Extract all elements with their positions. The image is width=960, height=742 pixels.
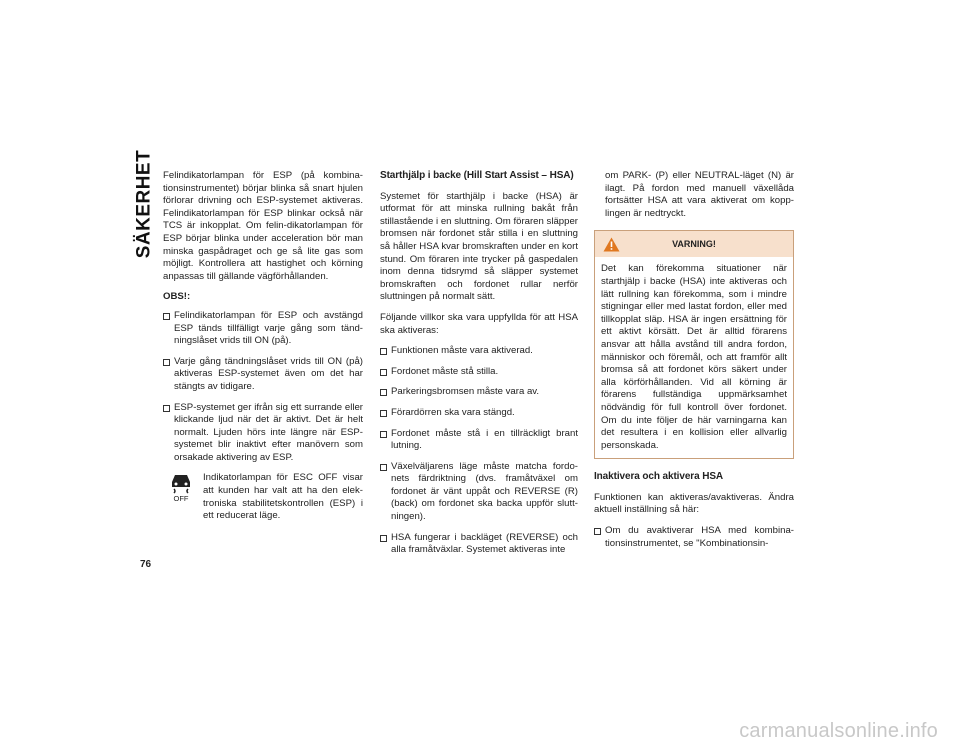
page-number: 76 (140, 559, 152, 570)
column-2 (380, 170, 578, 565)
svg-text:OFF: OFF (173, 494, 189, 503)
hsa-heading: Starthjälp i backe (Hill Start Assist – HSA) (380, 170, 574, 181)
warning-text: Det kan förekomma situationer när starthjälp i backe (HSA) inte aktiveras och lätt rullning kan förekomma, som i mindre stigningar eller med lastat fordon, eller med tillkopplat släp. HSA är ingen ersättning för ett aktivt körsätt. Det är alltid förarens ansvar att hålla avstånd till andra fordon, människor och föremål, och att framför allt bromsa så att fordonet körs säkert under alla körförhållanden. Vid all körning är förarens fullständiga uppmärksamhet nödvändig för full kontroll över fordonet. Om du inte följer de här varningarna kan det resultera i en kollision eller allvarlig personskada. (601, 263, 787, 451)
deactivate-hsa-paragraph: Funktionen kan aktiveras/avaktiveras. Ändra aktuell inställning så här: (594, 491, 794, 516)
obs-label: OBS!: (163, 291, 191, 303)
obs-bullet-list (163, 310, 363, 465)
list-item: Fordonet måste stå i en tillräckligt brant lutning. (380, 428, 578, 453)
warning-box (594, 230, 794, 459)
deactivate-hsa-heading: Inaktivera och aktivera HSA (594, 471, 724, 483)
warning-header (595, 231, 793, 257)
list-item: ESP-systemet ger ifrån sig ett surrande eller klickande ljud när det är aktivt. Det är helt normalt. Ljuden hörs inte längre när ESP-systemet blir inaktivt efter manövern som orsakade aktivering av ESP. (163, 402, 363, 465)
hsa-description: Systemet för starthjälp i backe (HSA) är utformat för att minska rullning bakåt från stillastående i en sluttning. Om föraren släpper bromsen när fordonet står stilla i en sluttning så håller HSA kvar bromskraften under en kort stund. Om föraren inte trycker på gaspedalen inom denna tidsrymd så släpper systemet bromskraften och fordonet rullar nerför sluttningen på normalt sätt. (380, 190, 578, 303)
list-item: Växelväljarens läge måste matcha fordo-nets färdriktning (dvs. framåtväxel om fordonet är vänt uppåt och REVERSE (R) (back) om fordonet ska backa uppför slutt-ningen). (380, 461, 578, 524)
footer-watermark: carmanualsonline.info (739, 720, 938, 742)
warning-triangle-icon (603, 237, 620, 252)
esc-off-note (163, 472, 363, 522)
section-tab (133, 149, 155, 263)
list-item: Parkeringsbromsen måste vara av. (380, 386, 578, 399)
esc-off-icon (167, 472, 195, 502)
hsa-continuation: om PARK- (P) eller NEUTRAL-läget (N) är ilagt. På fordon med manuell växellåda fortsätter HSA att vara aktiverat om kopp-lingen är nedtryckt. (605, 170, 794, 219)
column-1 (163, 170, 363, 523)
list-item: HSA fungerar i backläget (REVERSE) och alla framåtväxlar. Systemet aktiveras inte (380, 532, 578, 557)
esp-intro-paragraph: Felindikatorlampan för ESP (på kombina-tionsinstrumentet) börjar blinka så snart hjulen förlorar drivning och ESP-systemet aktiveras. Felindikatorlampan för ESP blinkar också när TCS är inkopplat. Om felin-dikatorlampan för ESP börjar blinka under acceleration bör man minska gaspådraget och ge så lite gas som möjligt. Kontrollera att hastighet och körning anpassas till gällande vägförhållanden. (163, 170, 363, 282)
hsa-conditions-intro: Följande villkor ska vara uppfyllda för att HSA ska aktiveras: (380, 311, 578, 336)
warning-title: VARNING! (672, 239, 716, 250)
list-item: Förardörren ska vara stängd. (380, 407, 578, 420)
esc-off-text: Indikatorlampan för ESC OFF visar att kunden har valt att ha den elek-troniska stabilitetskontrollen (ESP) i ett reducerat läge. (203, 472, 363, 522)
hsa-conditions-list (380, 345, 578, 557)
section-tab-label: SÄKERHET (133, 149, 155, 259)
list-item: Funktionen måste vara aktiverad. (380, 345, 578, 358)
list-item: Fordonet måste stå stilla. (380, 366, 578, 379)
list-item: Varje gång tändningslåset vrids till ON (på) aktiveras ESP-systemet även om det har stängts av tidigare. (163, 356, 363, 394)
column-3 (594, 170, 794, 558)
list-item: Felindikatorlampan för ESP och avstängd ESP tänds tillfälligt varje gång som tänd-ningslåset vrids till ON (på). (163, 310, 363, 348)
deactivate-hsa-list (594, 525, 794, 550)
list-item: Om du avaktiverar HSA med kombina-tionsinstrumentet, se "Kombinationsin- (594, 525, 794, 550)
